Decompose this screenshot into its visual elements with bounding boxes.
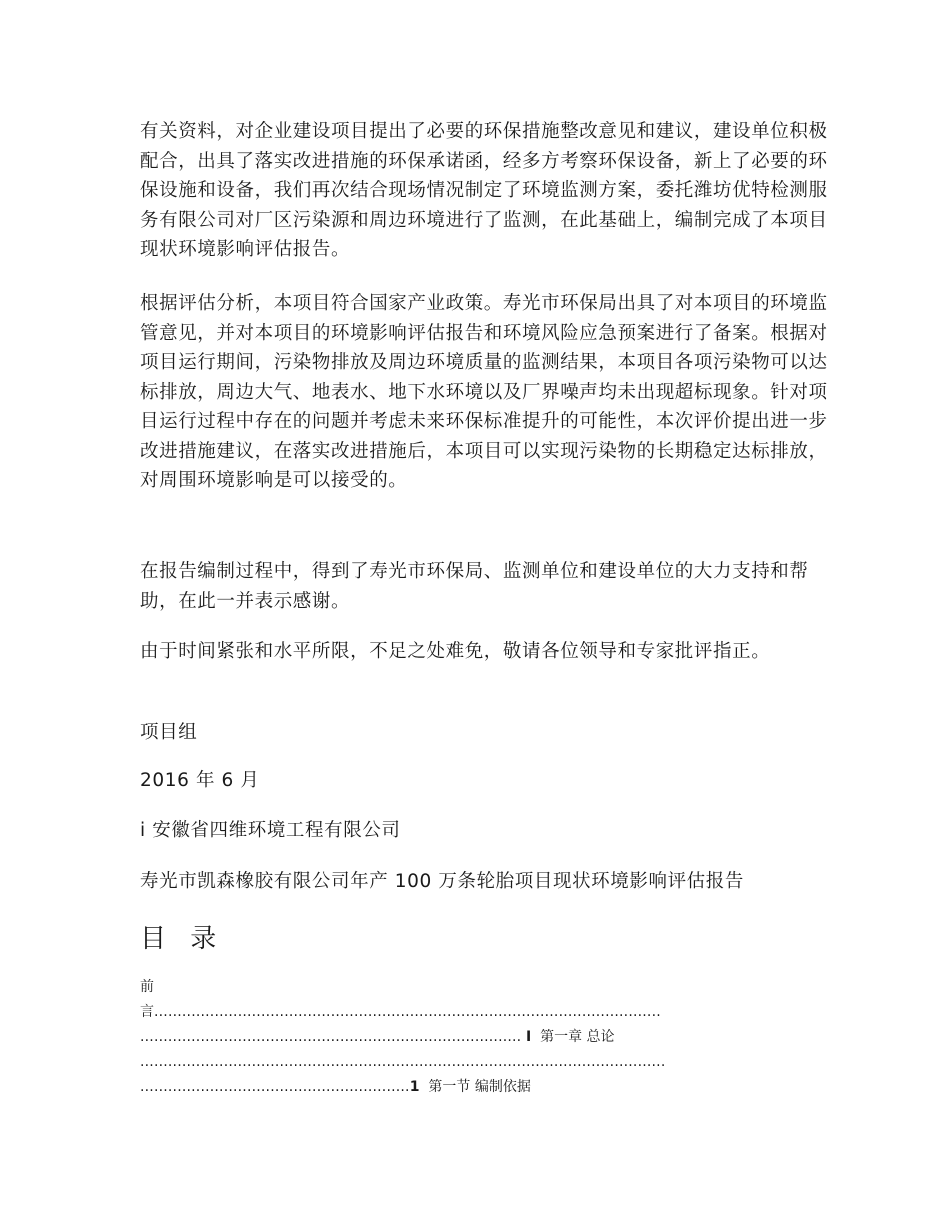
toc-chapter1-label: 第一章 总论 (540, 1029, 615, 1045)
paragraph-data-sources: 有关资料，对企业建设项目提出了必要的环保措施整改意见和建议，建设单位积极配合，出具了落实改进措施的环保承诺函，经多方考察环保设备，新上了必要的环保设施和设备，我们再次结合现场情况制定了环境监测方案，委托潍坊优特检测服务有限公司对厂区污染源和周边环境进行了监测，在此基础上，编制完成了本项目现状环境影响评估报告。 (140, 121, 828, 260)
toc-preface-char2: 言 (140, 1004, 154, 1020)
toc-entry-preface-char1[interactable]: 前 (140, 979, 154, 995)
project-group-label: 项目组 (140, 722, 198, 743)
paragraph-assessment-conclusion: 根据评估分析，本项目符合国家产业政策。寿光市环保局出具了对本项目的环境监管意见，并对本项目的环境影响评估报告和环境风险应急预案进行了备案。根据对项目运行期间，污染物排放及周边环境质量的监测结果，本项目各项污染物可以达标排放，周边大气、地表水、地下水环境以及厂界噪声均未出现超标现象。针对项目运行过程中存在的问题并考虑未来环保标准提升的可能性，本次评价提出进一步改进措施建议，在落实改进措施后，本项目可以实现污染物的长期稳定达标排放，对周围环境影响是可以接受的。 (140, 293, 828, 491)
paragraph-disclaimer: 由于时间紧张和水平所限，不足之处难免，敬请各位领导和专家批评指正。 (140, 641, 771, 662)
toc-leader-line (140, 1051, 665, 1073)
toc-heading: 目 录 (140, 924, 225, 954)
report-date: 2016 年 6 月 (140, 770, 260, 791)
paragraph-acknowledgement: 在报告编制过程中，得到了寿光市环保局、监测单位和建设单位的大力支持和帮助，在此一并表示感谢。 (140, 561, 809, 612)
toc-page-number: 1 (409, 1079, 420, 1095)
report-title: 寿光市凯森橡胶有限公司年产 100 万条轮胎项目现状环境影响评估报告 (140, 871, 744, 892)
toc-page-number: I (525, 1029, 532, 1045)
toc-leader-dots: ............................................................................................................. (154, 1004, 661, 1020)
toc-leader-dots: ................................................................................................................. (140, 1054, 666, 1070)
toc-entry-preface-line[interactable] (140, 1001, 661, 1023)
toc-entry-section1[interactable] (140, 1076, 531, 1098)
toc-entry-chapter1[interactable] (140, 1026, 615, 1048)
company-name: i 安徽省四维环境工程有限公司 (140, 820, 401, 841)
toc-section1-label: 第一节 编制依据 (428, 1079, 531, 1095)
toc-leader-dots: .................................................................................. (140, 1029, 526, 1045)
toc-leader-dots: .......................................................... (140, 1079, 410, 1095)
